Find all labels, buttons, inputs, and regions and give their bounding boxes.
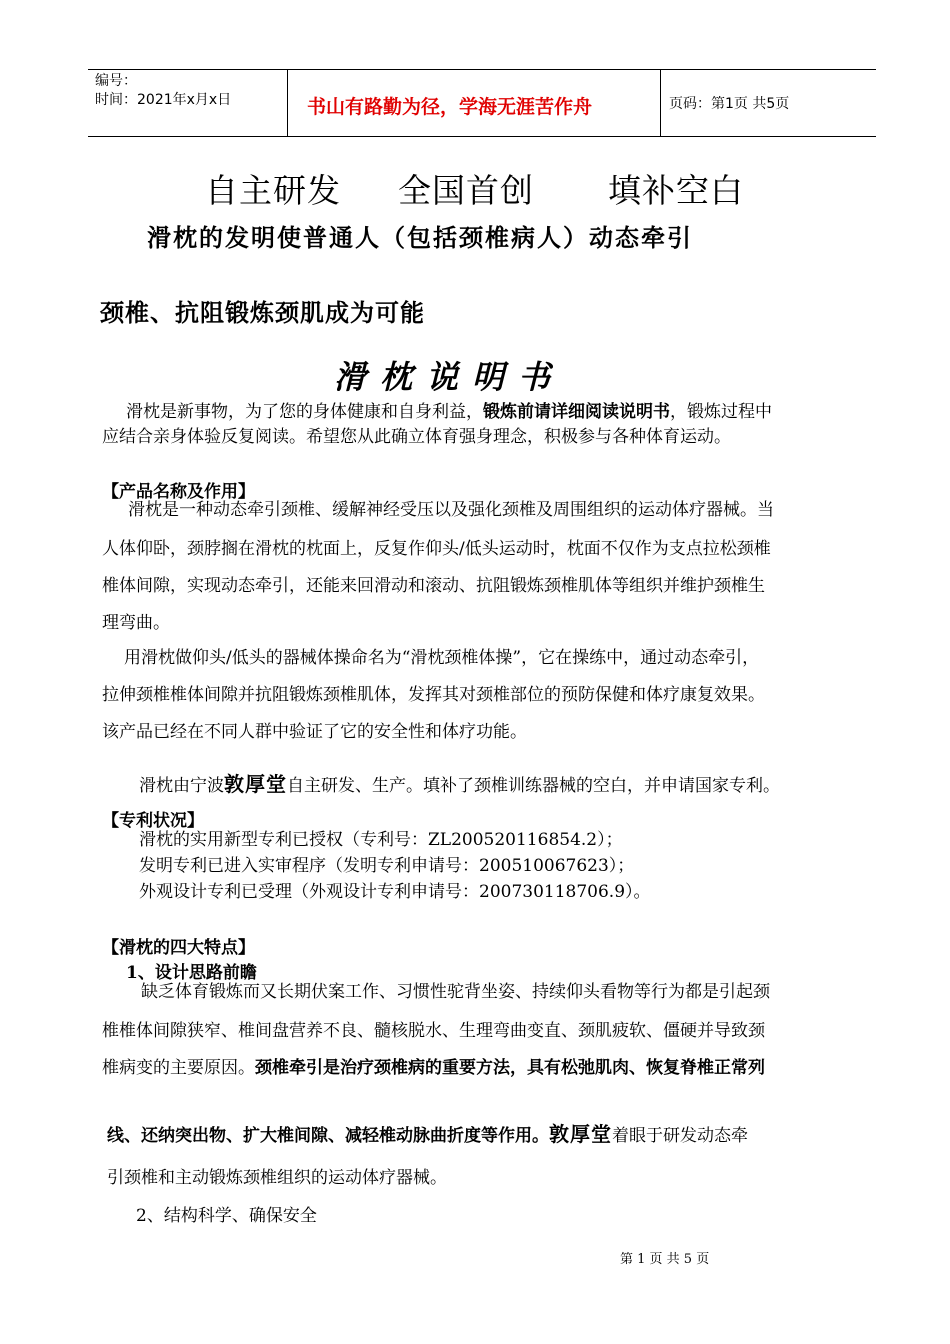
patent-line: 外观设计专利已受理（外观设计专利申请号：200730118706.9）。 bbox=[139, 882, 651, 902]
section-heading-patent: 【专利状况】 bbox=[102, 811, 204, 831]
feature-emphasis: 颈椎牵引是治疗颈椎病的重要方法，具有松弛肌肉、恢复脊椎正常列 bbox=[255, 1058, 765, 1078]
header-divider bbox=[660, 70, 661, 136]
subtitle-line: 颈椎、抗阻锻炼颈肌成为可能 bbox=[100, 298, 425, 327]
product-line: 椎体间隙，实现动态牵引，还能来回滑动和滚动、抗阻锻炼颈椎肌体等组织并维护颈椎生 bbox=[102, 576, 765, 596]
feature-line bbox=[107, 1124, 748, 1146]
intro-text: ，锻炼过程中 bbox=[670, 402, 772, 422]
maker-text: 自主研发、生产。填补了颈椎训练器械的空白，并申请国家专利。 bbox=[287, 776, 780, 796]
headline-part: 全国首创 bbox=[398, 171, 534, 210]
header-divider bbox=[287, 70, 288, 136]
product-line: 理弯曲。 bbox=[102, 613, 170, 633]
feature-text: 椎病变的主要原因。 bbox=[102, 1058, 255, 1078]
section-heading-product: 【产品名称及作用】 bbox=[102, 482, 255, 502]
product-line: 拉伸颈椎椎体间隙并抗阻锻炼颈椎肌体，发挥其对颈椎部位的预防保健和体疗康复效果。 bbox=[102, 685, 765, 705]
intro-emphasis: 锻炼前请详细阅读说明书 bbox=[483, 402, 670, 422]
feature-line: 缺乏体育锻炼而又长期伏案工作、习惯性驼背坐姿、持续仰头看物等行为都是引起颈 bbox=[141, 982, 770, 1002]
subtitle-line: 滑枕的发明使普通人（包括颈椎病人）动态牵引 bbox=[147, 223, 693, 252]
patent-line: 发明专利已进入实审程序（发明专利申请号：200510067623）； bbox=[139, 856, 635, 876]
intro-line bbox=[126, 402, 772, 422]
headline-part: 自主研发 bbox=[205, 171, 341, 210]
header-motto: 书山有路勤为径，学海无涯苦作舟 bbox=[307, 96, 593, 118]
product-maker-line bbox=[139, 774, 780, 796]
feature-line: 引颈椎和主动锻炼颈椎组织的运动体疗器械。 bbox=[107, 1168, 447, 1188]
patent-line: 滑枕的实用新型专利已授权（专利号：ZL200520116854.2）； bbox=[139, 830, 623, 850]
maker-text: 滑枕由宁波 bbox=[139, 776, 224, 796]
section-heading-features: 【滑枕的四大特点】 bbox=[102, 938, 255, 958]
brand-name: 敦厚堂 bbox=[549, 1122, 612, 1146]
feature-title: 1、设计思路前瞻 bbox=[126, 963, 257, 983]
headline-part: 填补空白 bbox=[608, 171, 744, 210]
feature-line bbox=[102, 1058, 765, 1078]
document-title: 滑枕说明书 bbox=[334, 358, 565, 396]
intro-text: 滑枕是新事物，为了您的身体健康和自身利益， bbox=[126, 402, 483, 422]
feature-title: 2、结构科学、确保安全 bbox=[136, 1206, 317, 1226]
product-line: 用滑枕做仰头/低头的器械体操命名为“滑枕颈椎体操”，它在操练中，通过动态牵引， bbox=[124, 648, 760, 668]
brand-name: 敦厚堂 bbox=[224, 772, 287, 796]
feature-emphasis: 线、还纳突出物、扩大椎间隙、减轻椎动脉曲折度等作用。 bbox=[107, 1126, 549, 1146]
feature-text: 着眼于研发动态牵 bbox=[612, 1126, 748, 1146]
header-page-number: 页码：第1页 共5页 bbox=[669, 96, 790, 112]
product-line: 该产品已经在不同人群中验证了它的安全性和体疗功能。 bbox=[102, 722, 527, 742]
header-time: 时间：2021年x月x日 bbox=[95, 92, 232, 108]
header-number: 编号： bbox=[95, 73, 137, 89]
intro-line: 应结合亲身体验反复阅读。希望您从此确立体育强身理念，积极参与各种体育运动。 bbox=[102, 427, 731, 447]
product-line: 滑枕是一种动态牵引颈椎、缓解神经受压以及强化颈椎及周围组织的运动体疗器械。当 bbox=[128, 500, 774, 520]
feature-line: 椎椎体间隙狭窄、椎间盘营养不良、髓核脱水、生理弯曲变直、颈肌疲软、僵硬并导致颈 bbox=[102, 1021, 765, 1041]
product-line: 人体仰卧，颈脖搁在滑枕的枕面上，反复作仰头/低头运动时，枕面不仅作为支点拉松颈椎 bbox=[102, 539, 771, 559]
page-footer: 第 1 页 共 5 页 bbox=[620, 1252, 710, 1267]
